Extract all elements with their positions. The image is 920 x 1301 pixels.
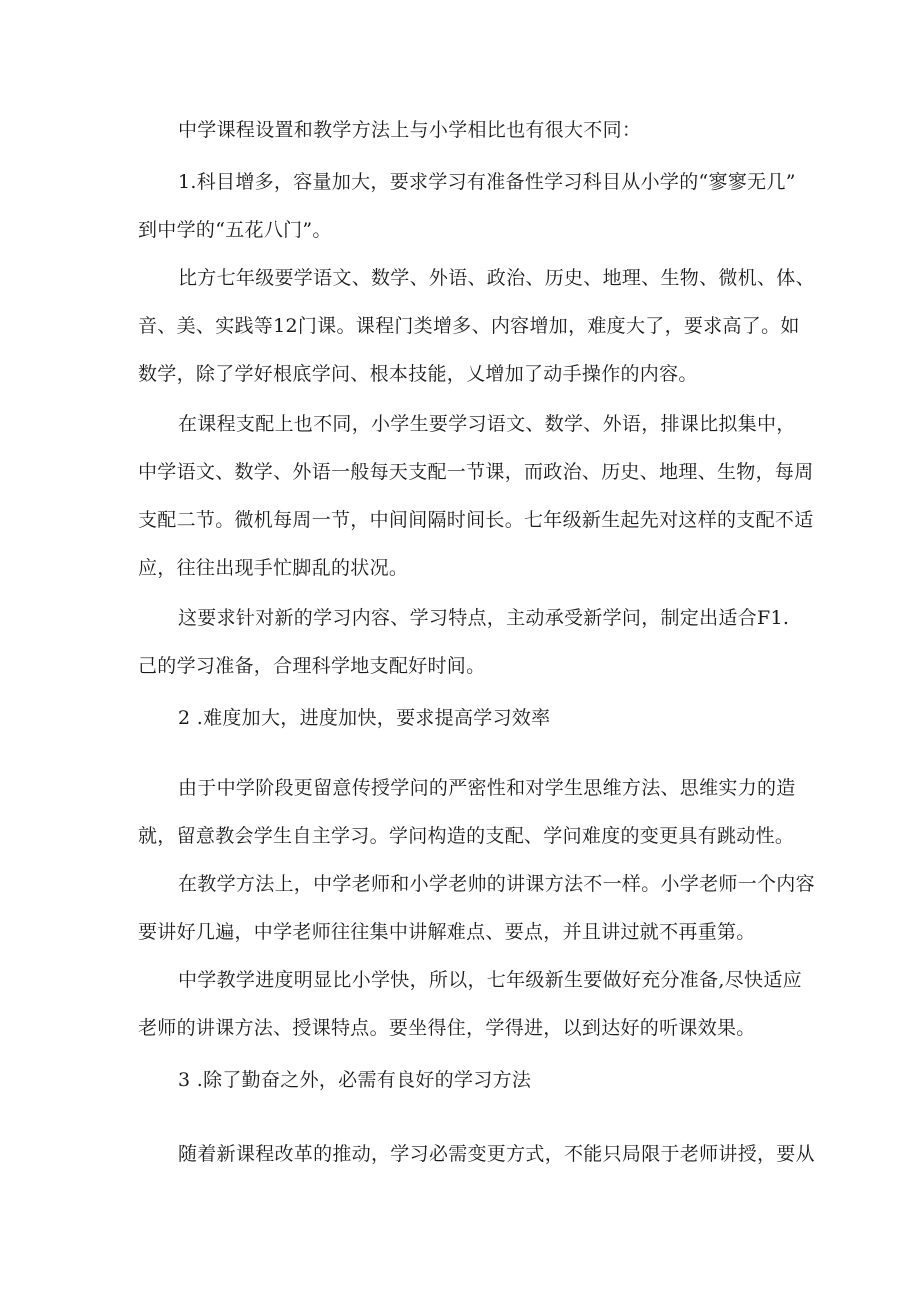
text-line: 中学语文、数学、外语一般每天支配一节课，而政治、历史、地理、生物，每周 — [138, 461, 814, 483]
text-line: 随着新课程改革的推动，学习必需变更方式，不能只局限于老师讲授，要从 — [178, 1143, 815, 1165]
paragraph-pace — [138, 956, 802, 1052]
text-line: 己的学习准备，合理科学地支配好时间。 — [138, 655, 486, 677]
paragraph-scheduling — [138, 400, 814, 592]
paragraph-intro — [138, 106, 788, 154]
paragraph-teaching-methods — [138, 860, 815, 956]
text-line: 到中学的“五花八门”。 — [138, 219, 332, 241]
text-line: 要讲好几遍，中学老师往往集中讲解难点、要点，并且讲过就不再重第。 — [138, 921, 756, 943]
text-line: 老师的讲课方法、授课特点。要坐得住，学得进，以到达好的听课效果。 — [138, 1017, 756, 1039]
text-line: 音、美、实践等12门课。课程门类增多、内容增加，难度大了，要求高了。如 — [138, 315, 800, 337]
text-line: 中学教学进度明显比小学快，所以，七年级新生要做好充分准备,尽快适应 — [178, 969, 802, 991]
text-line: 中学课程设置和教学方法上与小学相比也有很大不同： — [178, 119, 642, 141]
text-line: 比方七年级要学语文、数学、外语、政治、历史、地理、生物、微机、体、 — [178, 267, 815, 289]
text-line: 在教学方法上，中学老师和小学老帅的讲课方法不一样。小学老师一个内容 — [178, 873, 815, 895]
text-line: 2 .难度加大，进度加快，要求提高学习效率 — [178, 707, 551, 729]
paragraph-point-2-heading — [138, 694, 788, 742]
text-line: 3 .除了勤奋之外，必需有良好的学习方法 — [178, 1069, 532, 1091]
text-line: 数学，除了学好根底学问、根本技能，乂增加了动手操作的内容。 — [138, 363, 698, 385]
paragraph-point-3-heading — [138, 1056, 788, 1104]
paragraph-rigor — [138, 764, 796, 860]
text-line: 这要求针对新的学习内容、学习特点，主动承受新学问，制定出适合F1. — [178, 607, 790, 629]
text-line: 在课程支配上也不同，小学生要学习语文、数学、外语，排课比拟集中， — [178, 413, 796, 435]
paragraph-subjects — [138, 254, 815, 398]
text-line: 应，往往出现手忙脚乱的状况。 — [138, 557, 409, 579]
text-line: 就，留意教会学生自主学习。学问构造的支配、学问难度的变更具有跳动性。 — [138, 825, 795, 847]
paragraph-requirement — [138, 594, 788, 690]
text-line: 1.科目增多，容量加大，要求学习有准备性学习科目从小学的“寥寥无几” — [178, 171, 796, 193]
paragraph-point-1-heading — [138, 158, 796, 254]
text-line: 支配二节。微机每周一节，中间间隔时间长。七年级新生起先对这样的支配不适 — [138, 509, 814, 531]
text-line: 由于中学阶段更留意传授学问的严密性和对学生思维方法、思维实力的造 — [178, 777, 796, 799]
paragraph-reform — [138, 1130, 815, 1178]
